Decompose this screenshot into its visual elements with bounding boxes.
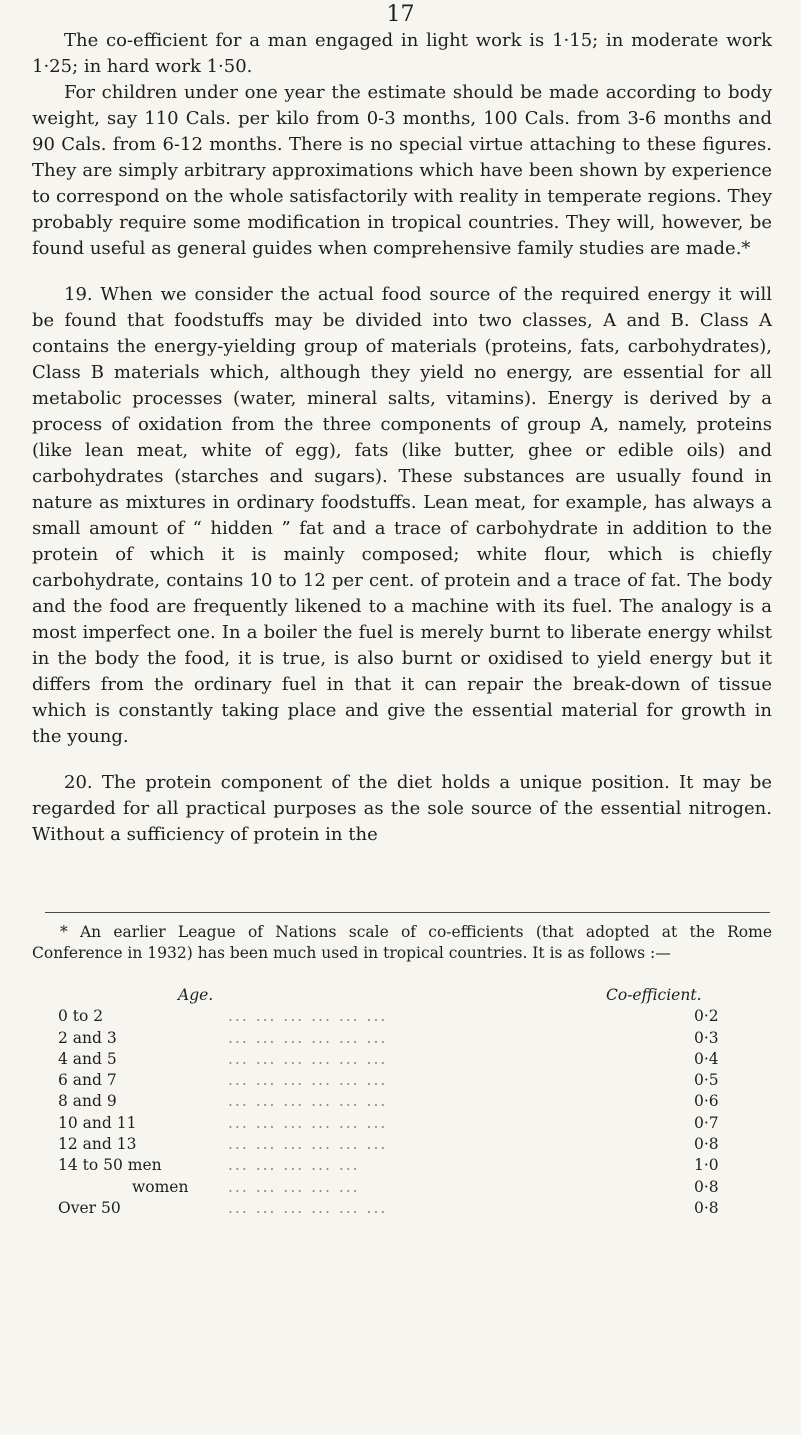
table-row <box>58 1113 748 1134</box>
coefficient-cell: 0·6 <box>694 1092 719 1111</box>
page-number: 17 <box>386 2 415 27</box>
leader-dots: ... ... ... ... ... ... <box>228 1113 388 1132</box>
coefficient-cell: 0·5 <box>694 1071 719 1090</box>
age-cell: 14 to 50 men <box>58 1156 162 1175</box>
coefficient-cell: 1·0 <box>694 1156 719 1175</box>
leader-dots: ... ... ... ... ... ... <box>228 1028 388 1047</box>
table-row <box>58 1070 748 1091</box>
table-header-age: Age. <box>178 986 214 1004</box>
body-text <box>32 28 772 848</box>
age-cell: 2 and 3 <box>58 1028 117 1047</box>
age-cell: women <box>132 1177 189 1196</box>
table-header-coefficient: Co-efficient. <box>606 986 702 1004</box>
age-cell: 4 and 5 <box>58 1049 117 1068</box>
age-cell: 8 and 9 <box>58 1092 117 1111</box>
table-row <box>58 1049 748 1070</box>
coefficient-cell: 0·4 <box>694 1049 719 1068</box>
leader-dots: ... ... ... ... ... ... <box>228 1071 388 1090</box>
leader-dots: ... ... ... ... ... ... <box>228 1049 388 1068</box>
age-cell: 6 and 7 <box>58 1071 117 1090</box>
table-row <box>58 1028 748 1049</box>
paragraph-coefficient-work: The co-efficient for a man engaged in light work is 1·15; in moderate work 1·25; in hard work 1·50. <box>32 30 772 77</box>
coefficient-cell: 0·8 <box>694 1198 719 1217</box>
leader-dots: ... ... ... ... ... ... <box>228 1135 388 1154</box>
age-cell: 0 to 2 <box>58 1007 104 1026</box>
age-cell: 12 and 13 <box>58 1135 137 1154</box>
coefficient-table <box>58 985 748 1219</box>
coefficient-cell: 0·8 <box>694 1135 719 1154</box>
leader-dots: ... ... ... ... ... <box>228 1156 360 1175</box>
coefficient-cell: 0·3 <box>694 1028 719 1047</box>
coefficient-cell: 0·2 <box>694 1007 719 1026</box>
table-header <box>58 985 748 1006</box>
paragraph-section-19: 19. When we consider the actual food source of the required energy it will be found that foodstuffs may be divided into two classes, A and B. Class A contains the energy-yielding group of materials (proteins, fats, carbohydrates), Class B materials which, although they yield no energy, are essential for all metabolic processes (water, mineral salts, vitamins). Energy is derived by a process of oxidation from the three components of group A, namely, proteins (like lean meat, white of egg), fats (like butter, ghee or edible oils) and carbohydrates (starches and sugars). These substances are usually found in nature as mixtures in ordinary foodstuffs. Lean meat, for example, has always a small amount of “ hidden ” fat and a trace of carbohydrate in addition to the protein of which it is mainly composed; white flour, which is chiefly carbohydrate, contains 10 to 12 per cent. of protein and a trace of fat. The body and the food are frequently likened to a machine with its fuel. The analogy is a most imperfect one. In a boiler the fuel is merely burnt to liberate energy whilst in the body the food, it is true, is also burnt or oxidised to yield energy but it differs from the ordinary fuel in that it can repair the break-down of tissue which is constantly taking place and give the essential material for growth in the young. <box>32 284 772 747</box>
paragraph-section-20: 20. The protein component of the diet holds a unique position. It may be regarded for all practical purposes as the sole source of the essential nitrogen. Without a sufficiency of protein in the <box>32 772 772 845</box>
paragraph-children-estimate: For children under one year the estimate should be made according to body weight, say 110 Cals. per kilo from 0-3 months, 100 Cals. from 3-6 months and 90 Cals. from 6-12 months. There is no special virtue attaching to these figures. They are simply arbitrary approximations which have been shown by experience to correspond on the whole satisfactorily with reality in temperate regions. They probably require some modification in tropical countries. They will, however, be found useful as general guides when comprehensive family studies are made.* <box>32 82 772 259</box>
age-cell: Over 50 <box>58 1198 121 1217</box>
coefficient-cell: 0·7 <box>694 1113 719 1132</box>
table-row <box>58 1134 748 1155</box>
leader-dots: ... ... ... ... ... ... <box>228 1007 388 1026</box>
footnote-text: * An earlier League of Nations scale of co-efficients (that adopted at the Rome Conference in 1932) has been much used in tropical countries. It is as follows :— <box>32 923 772 962</box>
age-cell: 10 and 11 <box>58 1113 137 1132</box>
coefficient-cell: 0·8 <box>694 1177 719 1196</box>
table-row <box>58 1155 748 1176</box>
leader-dots: ... ... ... ... ... ... <box>228 1092 388 1111</box>
table-row <box>58 1177 748 1198</box>
table-row <box>58 1006 748 1027</box>
table-row <box>58 1198 748 1219</box>
footnote-divider <box>45 912 770 913</box>
leader-dots: ... ... ... ... ... ... <box>228 1198 388 1217</box>
table-row <box>58 1091 748 1112</box>
leader-dots: ... ... ... ... ... <box>228 1177 360 1196</box>
